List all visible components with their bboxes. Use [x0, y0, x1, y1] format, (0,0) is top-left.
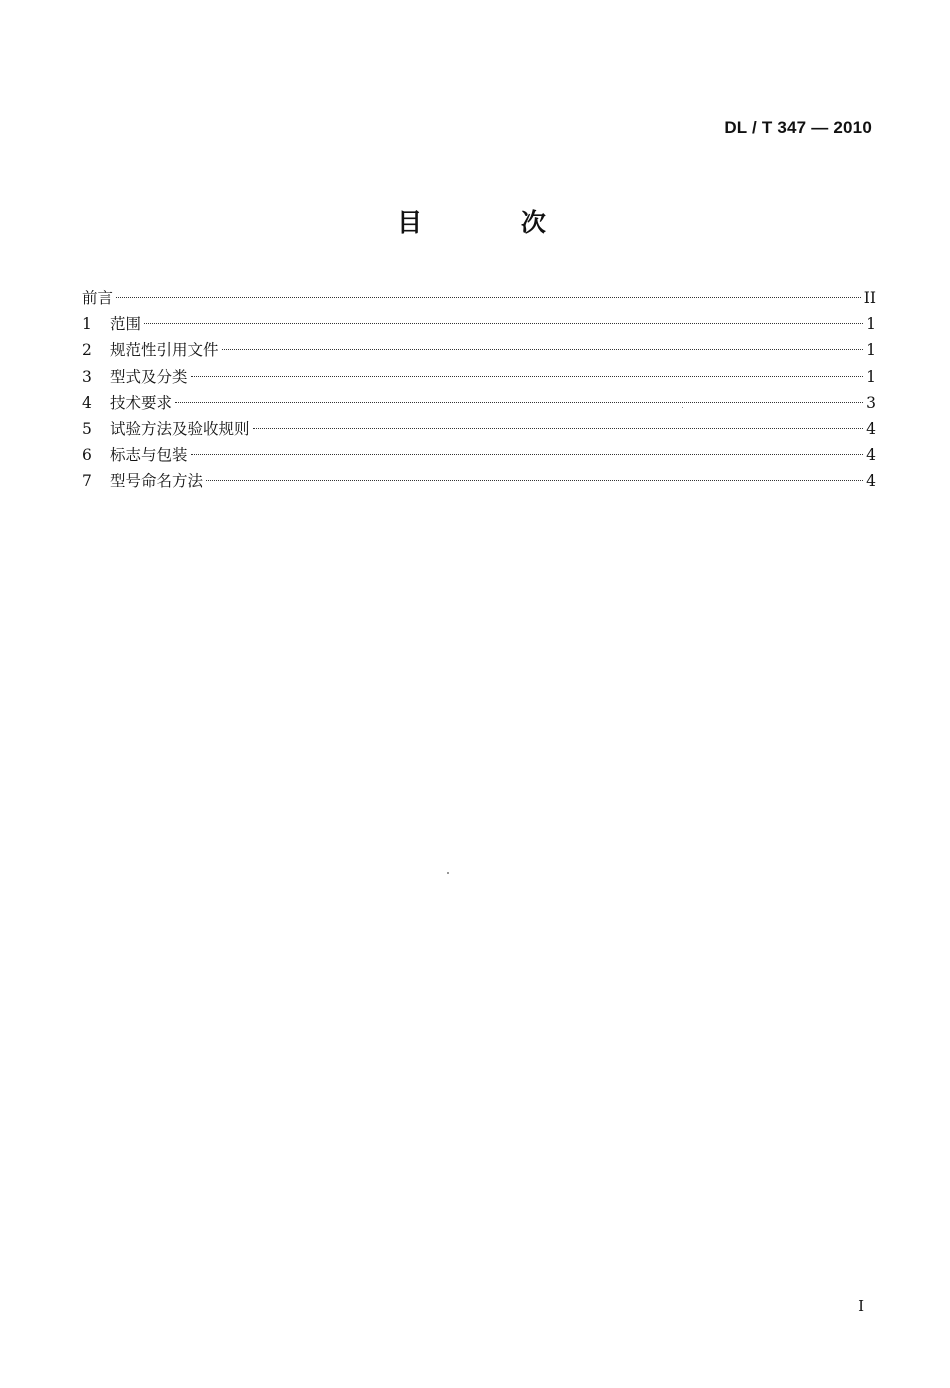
toc-entry-label: 技术要求 [110, 393, 173, 412]
toc-entry-page: 3 [866, 393, 876, 412]
toc-entry-page: II [863, 289, 876, 307]
toc-entry-7[interactable] [82, 468, 876, 494]
toc-entry-page: 1 [866, 315, 876, 334]
toc-entry-number: 1 [82, 315, 92, 334]
toc-entry-label: 型式及分类 [110, 367, 188, 386]
toc-entry-page: 4 [866, 419, 876, 438]
toc-entry-page: 4 [866, 446, 876, 465]
toc-dot-leader [116, 297, 861, 298]
toc-dot-leader [191, 376, 863, 377]
toc-entry-number: 7 [82, 472, 92, 491]
toc-entry-6[interactable] [82, 442, 876, 468]
toc-dot-leader [222, 349, 863, 350]
page-number: I [858, 1297, 864, 1315]
toc-entry-page: 1 [866, 367, 876, 386]
toc-entry-page: 4 [866, 472, 876, 491]
toc-title: 目 次 [397, 208, 591, 237]
toc-entry-label: 规范性引用文件 [110, 341, 219, 360]
toc-dot-leader [191, 454, 863, 455]
toc-entry-4[interactable] [82, 390, 876, 416]
toc-entry-1[interactable] [82, 311, 876, 337]
toc-dot-leader [144, 323, 863, 324]
toc-list [82, 285, 876, 495]
toc-entry-foreword[interactable] [82, 285, 876, 311]
toc-entry-page: 1 [866, 341, 876, 360]
toc-entry-3[interactable] [82, 364, 876, 390]
toc-entry-label: 前言 [82, 289, 114, 307]
toc-entry-5[interactable] [82, 416, 876, 442]
toc-dot-leader [175, 402, 863, 403]
scan-speck [682, 407, 683, 408]
toc-entry-label: 范围 [110, 315, 142, 334]
toc-entry-number: 2 [82, 341, 92, 360]
toc-entry-2[interactable] [82, 337, 876, 363]
toc-entry-number: 6 [82, 446, 92, 465]
toc-entry-label: 型号命名方法 [110, 472, 204, 491]
toc-entry-label: 试验方法及验收规则 [110, 419, 250, 438]
toc-dot-leader [206, 480, 863, 481]
toc-entry-number: 4 [82, 393, 92, 412]
toc-entry-number: 3 [82, 367, 92, 386]
toc-entry-label: 标志与包装 [110, 446, 188, 465]
scan-speck [447, 872, 449, 874]
standard-code: DL / T 347 — 2010 [724, 118, 872, 137]
toc-dot-leader [253, 428, 863, 429]
toc-entry-number: 5 [82, 419, 92, 438]
